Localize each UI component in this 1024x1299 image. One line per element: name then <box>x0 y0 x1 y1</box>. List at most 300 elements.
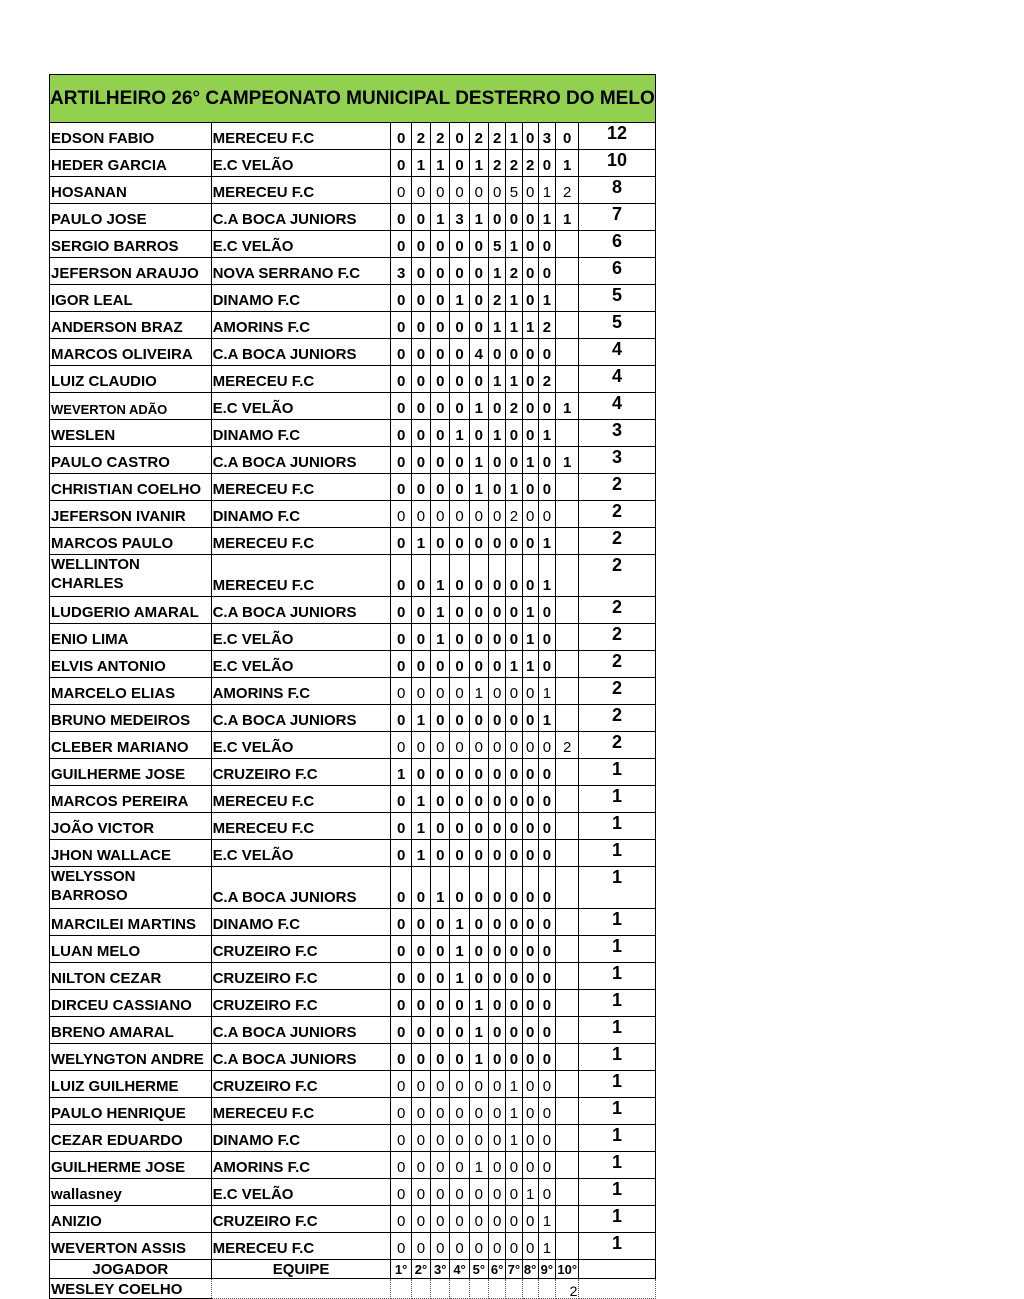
team-name: C.A BOCA JUNIORS <box>211 339 391 366</box>
round-2-goals: 0 <box>411 204 430 231</box>
total-goals: 2 <box>579 597 655 624</box>
team-name: MERECEU F.C <box>211 474 391 501</box>
round-8-goals: 0 <box>522 990 538 1017</box>
round-6-goals: 0 <box>488 963 505 990</box>
round-3-goals: 2 <box>431 123 450 150</box>
round-10-goals <box>556 366 579 393</box>
round-3-goals: 0 <box>431 732 450 759</box>
table-row <box>50 840 656 867</box>
round-1-goals: 0 <box>391 909 411 936</box>
round-10-goals <box>556 1125 579 1152</box>
total-goals: 1 <box>579 1179 655 1206</box>
round-4-goals: 0 <box>450 1098 469 1125</box>
team-name: E.C VELÃO <box>211 651 391 678</box>
round-3-goals: 0 <box>431 651 450 678</box>
round-6-goals: 0 <box>488 474 505 501</box>
round-2-goals: 0 <box>411 1206 430 1233</box>
round-1-goals: 3 <box>391 258 411 285</box>
round-8-goals: 0 <box>522 366 538 393</box>
round-5-goals: 1 <box>469 678 488 705</box>
player-name: MARCOS OLIVEIRA <box>50 339 212 366</box>
round-9-goals: 1 <box>538 1233 555 1260</box>
player-name: ELVIS ANTONIO <box>50 651 212 678</box>
round-2-goals: 0 <box>411 909 430 936</box>
round-10-goals <box>556 1017 579 1044</box>
round-4-goals: 0 <box>450 1179 469 1206</box>
round-6-goals: 0 <box>488 1125 505 1152</box>
total-goals: 5 <box>579 312 655 339</box>
round-5-goals: 0 <box>469 1206 488 1233</box>
team-name: DINAMO F.C <box>211 420 391 447</box>
round-3-goals: 0 <box>431 909 450 936</box>
round-9-goals: 2 <box>538 312 555 339</box>
round-6-goals: 0 <box>488 1179 505 1206</box>
round-8-goals: 0 <box>522 867 538 909</box>
round-9-goals: 1 <box>538 555 555 597</box>
round-4-goals: 0 <box>450 786 469 813</box>
table-row <box>50 786 656 813</box>
round-9-goals: 0 <box>538 786 555 813</box>
round-6-goals: 0 <box>488 678 505 705</box>
player-name: GUILHERME JOSE <box>50 1152 212 1179</box>
round-3-goals: 0 <box>431 1179 450 1206</box>
player-name: LUIZ GUILHERME <box>50 1071 212 1098</box>
player-name: JEFERSON ARAUJO <box>50 258 212 285</box>
round-9-goals: 1 <box>538 177 555 204</box>
round-5-goals: 0 <box>469 501 488 528</box>
total-goals: 1 <box>579 1233 655 1260</box>
round-3-goals: 0 <box>431 393 450 420</box>
round-4-goals: 0 <box>450 624 469 651</box>
team-column-header: EQUIPE <box>211 1260 391 1279</box>
round-9-goals: 1 <box>538 1206 555 1233</box>
round-1-goals: 0 <box>391 1152 411 1179</box>
round-9-goals: 0 <box>538 393 555 420</box>
round-6-goals: 0 <box>488 555 505 597</box>
round-6-goals: 0 <box>488 909 505 936</box>
round-10-goals <box>556 867 579 909</box>
round-4-goals: 0 <box>450 990 469 1017</box>
round-4-goals: 0 <box>450 759 469 786</box>
round-6-goals: 0 <box>488 759 505 786</box>
player-name: WEVERTON ASSIS <box>50 1233 212 1260</box>
total-column-header <box>579 1260 655 1279</box>
round-7-goals: 0 <box>506 963 522 990</box>
round-3-goals: 0 <box>431 840 450 867</box>
round-9-goals: 0 <box>538 1179 555 1206</box>
round-6-goals: 0 <box>488 339 505 366</box>
round-1-goals: 0 <box>391 786 411 813</box>
total-goals: 1 <box>579 909 655 936</box>
round-2-goals: 0 <box>411 501 430 528</box>
table-row <box>50 732 656 759</box>
table-row <box>50 231 656 258</box>
total-goals: 5 <box>579 285 655 312</box>
round-10-goals <box>556 909 579 936</box>
round-4-goals: 1 <box>450 420 469 447</box>
round-1-goals: 0 <box>391 1206 411 1233</box>
total-goals: 1 <box>579 867 655 909</box>
round-4-goals: 0 <box>450 1206 469 1233</box>
table-row <box>50 204 656 231</box>
round-7-goals: 0 <box>506 813 522 840</box>
total-goals <box>579 1279 655 1299</box>
round-9-goals: 0 <box>538 1125 555 1152</box>
round-8-goals: 0 <box>522 963 538 990</box>
round-9-goals: 0 <box>538 732 555 759</box>
round-7-goals: 0 <box>506 732 522 759</box>
round-1-goals: 0 <box>391 1098 411 1125</box>
round-3-goals: 0 <box>431 1071 450 1098</box>
round-5-goals: 0 <box>469 597 488 624</box>
round-7-goals: 0 <box>506 678 522 705</box>
round-5-goals: 0 <box>469 285 488 312</box>
round-4-goals: 3 <box>450 204 469 231</box>
table-row <box>50 1098 656 1125</box>
round-3-goals: 0 <box>431 420 450 447</box>
round-2-goals: 2 <box>411 123 430 150</box>
round-3-goals: 0 <box>431 759 450 786</box>
round-8-goals: 0 <box>522 732 538 759</box>
player-name: MARCOS PEREIRA <box>50 786 212 813</box>
round-4-goals: 0 <box>450 705 469 732</box>
round-7-goals: 0 <box>506 1044 522 1071</box>
round-2-goals: 0 <box>411 312 430 339</box>
round-5-goals: 0 <box>469 624 488 651</box>
round-7-goals: 1 <box>506 123 522 150</box>
round-9-goals: 0 <box>538 867 555 909</box>
total-goals: 1 <box>579 1206 655 1233</box>
team-name: NOVA SERRANO F.C <box>211 258 391 285</box>
round-7-goals: 0 <box>506 705 522 732</box>
round-10-goals <box>556 312 579 339</box>
table-row <box>50 909 656 936</box>
round-2-goals: 0 <box>411 963 430 990</box>
total-goals: 7 <box>579 204 655 231</box>
round-1-goals: 0 <box>391 447 411 474</box>
round-9-goals: 0 <box>538 1098 555 1125</box>
table-row <box>50 678 656 705</box>
round-8-goals: 0 <box>522 474 538 501</box>
round-4-goals: 0 <box>450 1152 469 1179</box>
round-7-goals: 1 <box>506 366 522 393</box>
player-name: PAULO HENRIQUE <box>50 1098 212 1125</box>
round-7-goals: 0 <box>506 867 522 909</box>
round-4-goals: 0 <box>450 123 469 150</box>
round-6-goals: 0 <box>488 1206 505 1233</box>
round-8-goals: 1 <box>522 312 538 339</box>
round-2-goals: 0 <box>411 732 430 759</box>
total-goals: 1 <box>579 990 655 1017</box>
round-6-goals: 0 <box>488 936 505 963</box>
round-8-goals: 0 <box>522 258 538 285</box>
player-name: JEFERSON IVANIR <box>50 501 212 528</box>
round-4-goals <box>450 1279 469 1299</box>
round-2-goals <box>411 1279 430 1299</box>
round-10-goals: 1 <box>556 150 579 177</box>
round-6-goals: 0 <box>488 990 505 1017</box>
round-1-goals: 0 <box>391 123 411 150</box>
round-8-goals: 0 <box>522 555 538 597</box>
round-9-goals: 0 <box>538 963 555 990</box>
round-3-goals: 0 <box>431 339 450 366</box>
table-row <box>50 1206 656 1233</box>
round-6-goals: 0 <box>488 501 505 528</box>
round-5-goals: 0 <box>469 1125 488 1152</box>
round-5-goals: 0 <box>469 651 488 678</box>
round-10-goals: 2 <box>556 1279 579 1299</box>
round-6-goals: 0 <box>488 528 505 555</box>
round-3-goals: 1 <box>431 867 450 909</box>
round-8-goals: 0 <box>522 420 538 447</box>
sheet-title: ARTILHEIRO 26° CAMPEONATO MUNICIPAL DESTERRO DO MELO <box>50 75 656 123</box>
team-name: E.C VELÃO <box>211 732 391 759</box>
round-5-goals: 4 <box>469 339 488 366</box>
round-2-goals: 0 <box>411 936 430 963</box>
round-4-header: 4° <box>450 1260 469 1279</box>
total-goals: 2 <box>579 624 655 651</box>
round-6-goals: 0 <box>488 651 505 678</box>
round-6-goals: 0 <box>488 1152 505 1179</box>
round-6-goals: 0 <box>488 813 505 840</box>
round-6-goals: 0 <box>488 1017 505 1044</box>
round-8-goals: 0 <box>522 1152 538 1179</box>
round-10-goals <box>556 990 579 1017</box>
player-name: JHON WALLACE <box>50 840 212 867</box>
round-2-goals: 1 <box>411 786 430 813</box>
round-9-goals: 1 <box>538 420 555 447</box>
round-2-goals: 0 <box>411 1098 430 1125</box>
round-5-goals: 1 <box>469 990 488 1017</box>
player-name: EDSON FABIO <box>50 123 212 150</box>
round-9-goals: 0 <box>538 231 555 258</box>
round-8-goals: 0 <box>522 1098 538 1125</box>
round-2-goals: 1 <box>411 705 430 732</box>
round-5-goals: 0 <box>469 1179 488 1206</box>
round-4-goals: 0 <box>450 393 469 420</box>
table-row <box>50 177 656 204</box>
round-10-goals <box>556 1098 579 1125</box>
team-name: CRUZEIRO F.C <box>211 963 391 990</box>
round-2-goals: 0 <box>411 990 430 1017</box>
round-8-goals: 0 <box>522 678 538 705</box>
round-10-goals <box>556 1206 579 1233</box>
player-column-header: JOGADOR <box>50 1260 212 1279</box>
round-1-goals: 0 <box>391 651 411 678</box>
round-9-goals: 0 <box>538 258 555 285</box>
round-10-goals <box>556 963 579 990</box>
round-6-goals: 0 <box>488 624 505 651</box>
table-row <box>50 285 656 312</box>
round-10-goals <box>556 258 579 285</box>
round-9-goals: 0 <box>538 339 555 366</box>
round-9-goals: 0 <box>538 447 555 474</box>
round-2-goals: 0 <box>411 285 430 312</box>
team-name: AMORINS F.C <box>211 312 391 339</box>
round-1-goals: 0 <box>391 474 411 501</box>
round-6-goals: 0 <box>488 204 505 231</box>
round-10-goals <box>556 759 579 786</box>
round-9-goals: 0 <box>538 474 555 501</box>
round-10-goals <box>556 597 579 624</box>
round-1-goals <box>391 1279 411 1299</box>
player-name: HEDER GARCIA <box>50 150 212 177</box>
round-3-goals: 0 <box>431 1233 450 1260</box>
round-7-goals: 0 <box>506 339 522 366</box>
player-name: NILTON CEZAR <box>50 963 212 990</box>
round-7-goals: 0 <box>506 909 522 936</box>
round-9-goals: 0 <box>538 1071 555 1098</box>
round-2-goals: 0 <box>411 759 430 786</box>
table-row <box>50 312 656 339</box>
round-1-goals: 0 <box>391 624 411 651</box>
round-3-goals: 0 <box>431 447 450 474</box>
round-9-goals: 0 <box>538 651 555 678</box>
total-goals: 2 <box>579 705 655 732</box>
round-5-goals: 0 <box>469 258 488 285</box>
round-3-goals: 0 <box>431 705 450 732</box>
round-7-goals: 2 <box>506 258 522 285</box>
round-8-goals: 1 <box>522 447 538 474</box>
total-goals: 1 <box>579 1098 655 1125</box>
total-goals: 1 <box>579 936 655 963</box>
round-7-goals: 1 <box>506 231 522 258</box>
player-name: LUDGERIO AMARAL <box>50 597 212 624</box>
round-4-goals: 0 <box>450 597 469 624</box>
round-7-goals: 0 <box>506 840 522 867</box>
table-row <box>50 393 656 420</box>
round-4-goals: 0 <box>450 501 469 528</box>
table-row <box>50 867 656 909</box>
round-5-goals: 0 <box>469 528 488 555</box>
team-name: DINAMO F.C <box>211 1125 391 1152</box>
round-4-goals: 0 <box>450 678 469 705</box>
round-2-goals: 0 <box>411 555 430 597</box>
round-8-goals: 0 <box>522 1071 538 1098</box>
round-10-goals <box>556 1179 579 1206</box>
round-3-goals: 0 <box>431 258 450 285</box>
round-7-goals: 1 <box>506 1071 522 1098</box>
round-6-goals <box>488 1279 505 1299</box>
round-8-header: 8° <box>523 1261 537 1277</box>
table-row <box>50 474 656 501</box>
team-name: AMORINS F.C <box>211 678 391 705</box>
round-9-goals: 0 <box>538 1044 555 1071</box>
round-2-goals: 0 <box>411 624 430 651</box>
round-3-goals: 0 <box>431 1098 450 1125</box>
round-3-goals: 0 <box>431 1125 450 1152</box>
round-7-goals: 1 <box>506 1125 522 1152</box>
round-1-goals: 0 <box>391 1233 411 1260</box>
team-name: MERECEU F.C <box>211 528 391 555</box>
round-2-goals: 0 <box>411 867 430 909</box>
round-7-goals: 0 <box>506 528 522 555</box>
round-8-goals: 0 <box>522 339 538 366</box>
round-3-goals: 1 <box>431 624 450 651</box>
total-goals: 4 <box>579 339 655 366</box>
round-1-goals: 0 <box>391 420 411 447</box>
table-row <box>50 528 656 555</box>
team-name: MERECEU F.C <box>211 813 391 840</box>
round-6-goals: 2 <box>488 123 505 150</box>
team-name: MERECEU F.C <box>211 366 391 393</box>
total-goals: 1 <box>579 840 655 867</box>
player-name: JOÃO VICTOR <box>50 813 212 840</box>
table-row <box>50 1017 656 1044</box>
round-9-goals: 1 <box>538 705 555 732</box>
table-row <box>50 555 656 597</box>
round-7-goals: 0 <box>506 1152 522 1179</box>
round-8-goals: 2 <box>522 150 538 177</box>
round-8-goals: 0 <box>522 204 538 231</box>
round-3-goals: 0 <box>431 177 450 204</box>
round-8-goals: 0 <box>522 501 538 528</box>
team-name: C.A BOCA JUNIORS <box>211 705 391 732</box>
round-3-goals: 0 <box>431 786 450 813</box>
round-10-goals <box>556 1233 579 1260</box>
round-7-goals: 0 <box>506 1233 522 1260</box>
total-goals: 4 <box>579 366 655 393</box>
total-goals: 1 <box>579 1125 655 1152</box>
round-2-goals: 0 <box>411 1152 430 1179</box>
team-name: E.C VELÃO <box>211 150 391 177</box>
round-4-goals: 0 <box>450 150 469 177</box>
table-row <box>50 759 656 786</box>
round-4-goals: 0 <box>450 555 469 597</box>
round-1-goals: 0 <box>391 1071 411 1098</box>
round-5-goals: 2 <box>469 123 488 150</box>
round-3-goals: 0 <box>431 678 450 705</box>
round-2-goals: 0 <box>411 474 430 501</box>
round-3-goals: 1 <box>431 555 450 597</box>
round-2-goals: 1 <box>411 813 430 840</box>
round-10-goals: 1 <box>556 393 579 420</box>
round-1-goals: 0 <box>391 393 411 420</box>
round-10-goals <box>556 786 579 813</box>
round-6-goals: 1 <box>488 312 505 339</box>
team-name: MERECEU F.C <box>211 555 391 597</box>
round-9-goals: 0 <box>538 501 555 528</box>
round-8-goals: 0 <box>522 528 538 555</box>
round-1-goals: 0 <box>391 813 411 840</box>
round-7-goals: 2 <box>506 150 522 177</box>
round-8-goals: 1 <box>522 1179 538 1206</box>
round-2-goals: 1 <box>411 840 430 867</box>
round-1-goals: 0 <box>391 150 411 177</box>
round-5-goals <box>469 1279 488 1299</box>
total-goals: 4 <box>579 393 655 420</box>
round-2-goals: 0 <box>411 597 430 624</box>
round-2-goals: 0 <box>411 231 430 258</box>
team-name: E.C VELÃO <box>211 1179 391 1206</box>
round-5-goals: 0 <box>469 867 488 909</box>
round-5-goals: 0 <box>469 732 488 759</box>
round-7-goals: 0 <box>506 624 522 651</box>
round-3-goals: 0 <box>431 1017 450 1044</box>
round-3-goals: 1 <box>431 597 450 624</box>
round-3-goals: 0 <box>431 813 450 840</box>
round-8-goals: 0 <box>522 177 538 204</box>
team-name: C.A BOCA JUNIORS <box>211 1044 391 1071</box>
team-name: MERECEU F.C <box>211 177 391 204</box>
round-3-goals: 0 <box>431 366 450 393</box>
round-1-goals: 0 <box>391 366 411 393</box>
round-10-goals <box>556 231 579 258</box>
player-name: PAULO CASTRO <box>50 447 212 474</box>
round-10-goals <box>556 678 579 705</box>
player-name: LUAN MELO <box>50 936 212 963</box>
round-6-goals: 0 <box>488 732 505 759</box>
